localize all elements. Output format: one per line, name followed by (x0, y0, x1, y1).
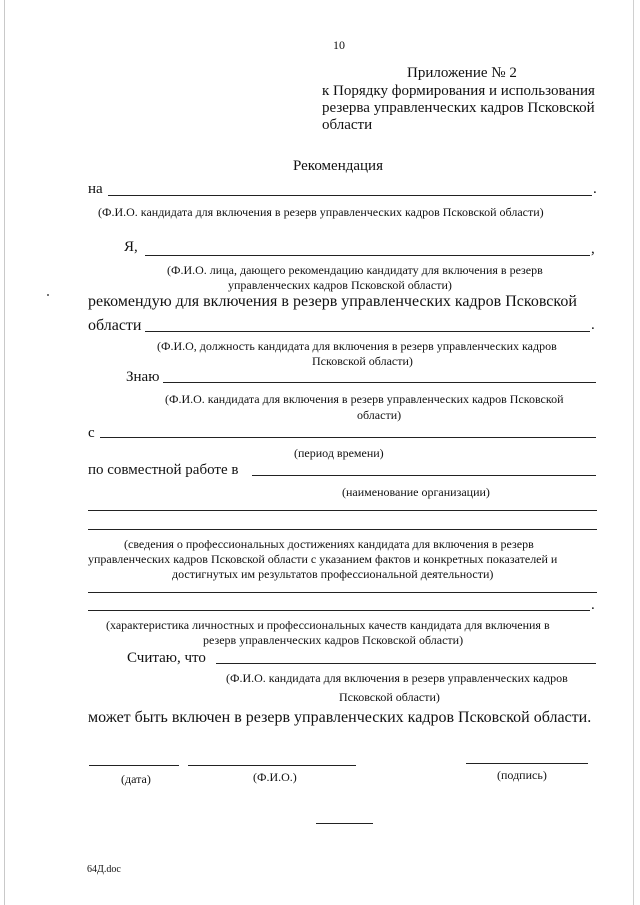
scan-speck (47, 294, 49, 296)
name-label: (Ф.И.О.) (253, 770, 297, 784)
consider-label: Считаю, что (127, 650, 206, 666)
period-caption: (период времени) (294, 446, 384, 460)
traits-blank-line-2 (88, 610, 590, 611)
appendix-title: Приложение № 2 (407, 65, 517, 81)
signature-blank-line (466, 763, 588, 764)
scan-edge-left (4, 0, 5, 905)
date-label: (дата) (121, 772, 151, 786)
consider-blank-line (216, 663, 596, 664)
ya-blank-line (145, 255, 590, 256)
achievements-caption-2: управленческих кадров Псковской области с указанием фактов и конкретных показателей и (88, 552, 558, 566)
s-label: с (88, 425, 95, 441)
appendix-line-1: к Порядку формирования и использования (322, 83, 595, 99)
scan-edge-right (633, 0, 634, 905)
footer-filename: 64Д.doc (87, 864, 121, 875)
achievements-blank-line-2 (88, 529, 597, 530)
appendix-line-2: резерва управленческих кадров Псковской (322, 100, 595, 116)
na-label: на (88, 181, 103, 197)
achievements-blank-line-1 (88, 510, 597, 511)
date-blank-line (89, 765, 179, 766)
name-blank-line (188, 765, 356, 766)
ya-caption-2: управленческих кадров Псковской области) (228, 278, 452, 292)
org-caption: (наименование организации) (342, 485, 490, 499)
traits-period: . (591, 597, 595, 613)
page-number: 10 (333, 38, 345, 52)
znayu-caption-1: (Ф.И.О. кандидата для включения в резерв управленческих кадров Псковской (165, 392, 564, 406)
org-blank-line (252, 475, 596, 476)
end-separator (316, 823, 373, 824)
traits-caption-2: резерв управленческих кадров Псковской области) (203, 633, 464, 647)
achievements-caption-3: достигнутых им результатов профессиональной деятельности) (172, 567, 494, 581)
oblasti-caption-2: Псковской области) (312, 354, 413, 368)
ya-caption-1: (Ф.И.О. лица, дающего рекомендацию кандидату для включения в резерв (167, 263, 543, 277)
na-caption: (Ф.И.О. кандидата для включения в резерв управленческих кадров Псковской области) (98, 205, 544, 219)
signature-label: (подпись) (497, 768, 547, 782)
na-blank-line (108, 195, 592, 196)
oblasti-period: . (591, 317, 595, 333)
oblasti-blank-line (145, 331, 590, 332)
znayu-blank-line (163, 382, 596, 383)
znayu-caption-2: области) (357, 408, 402, 422)
consider-caption-1: (Ф.И.О. кандидата для включения в резерв управленческих кадров (226, 671, 568, 685)
ya-label: Я, (124, 239, 138, 255)
ya-comma: , (591, 241, 595, 257)
joint-work-label: по совместной работе в (88, 462, 239, 478)
conclusion-line: может быть включен в резерв управленческих кадров Псковской области. (88, 709, 592, 726)
traits-blank-line-1 (88, 592, 597, 593)
recommend-line: рекомендую для включения в резерв управленческих кадров Псковской (88, 293, 577, 310)
achievements-caption-1: (сведения о профессиональных достижениях кандидата для включения в резерв (124, 537, 534, 551)
appendix-line-3: области (322, 117, 373, 133)
oblasti-label: области (88, 317, 142, 334)
znayu-label: Знаю (126, 369, 160, 385)
na-period: . (593, 181, 597, 197)
consider-caption-2: Псковской области) (339, 690, 440, 704)
period-blank-line (100, 437, 596, 438)
oblasti-caption-1: (Ф.И.О, должность кандидата для включения в резерв управленческих кадров (157, 339, 557, 353)
document-heading: Рекомендация (293, 158, 383, 174)
traits-caption-1: (характеристика личностных и профессиональных качеств кандидата для включения в (106, 618, 550, 632)
